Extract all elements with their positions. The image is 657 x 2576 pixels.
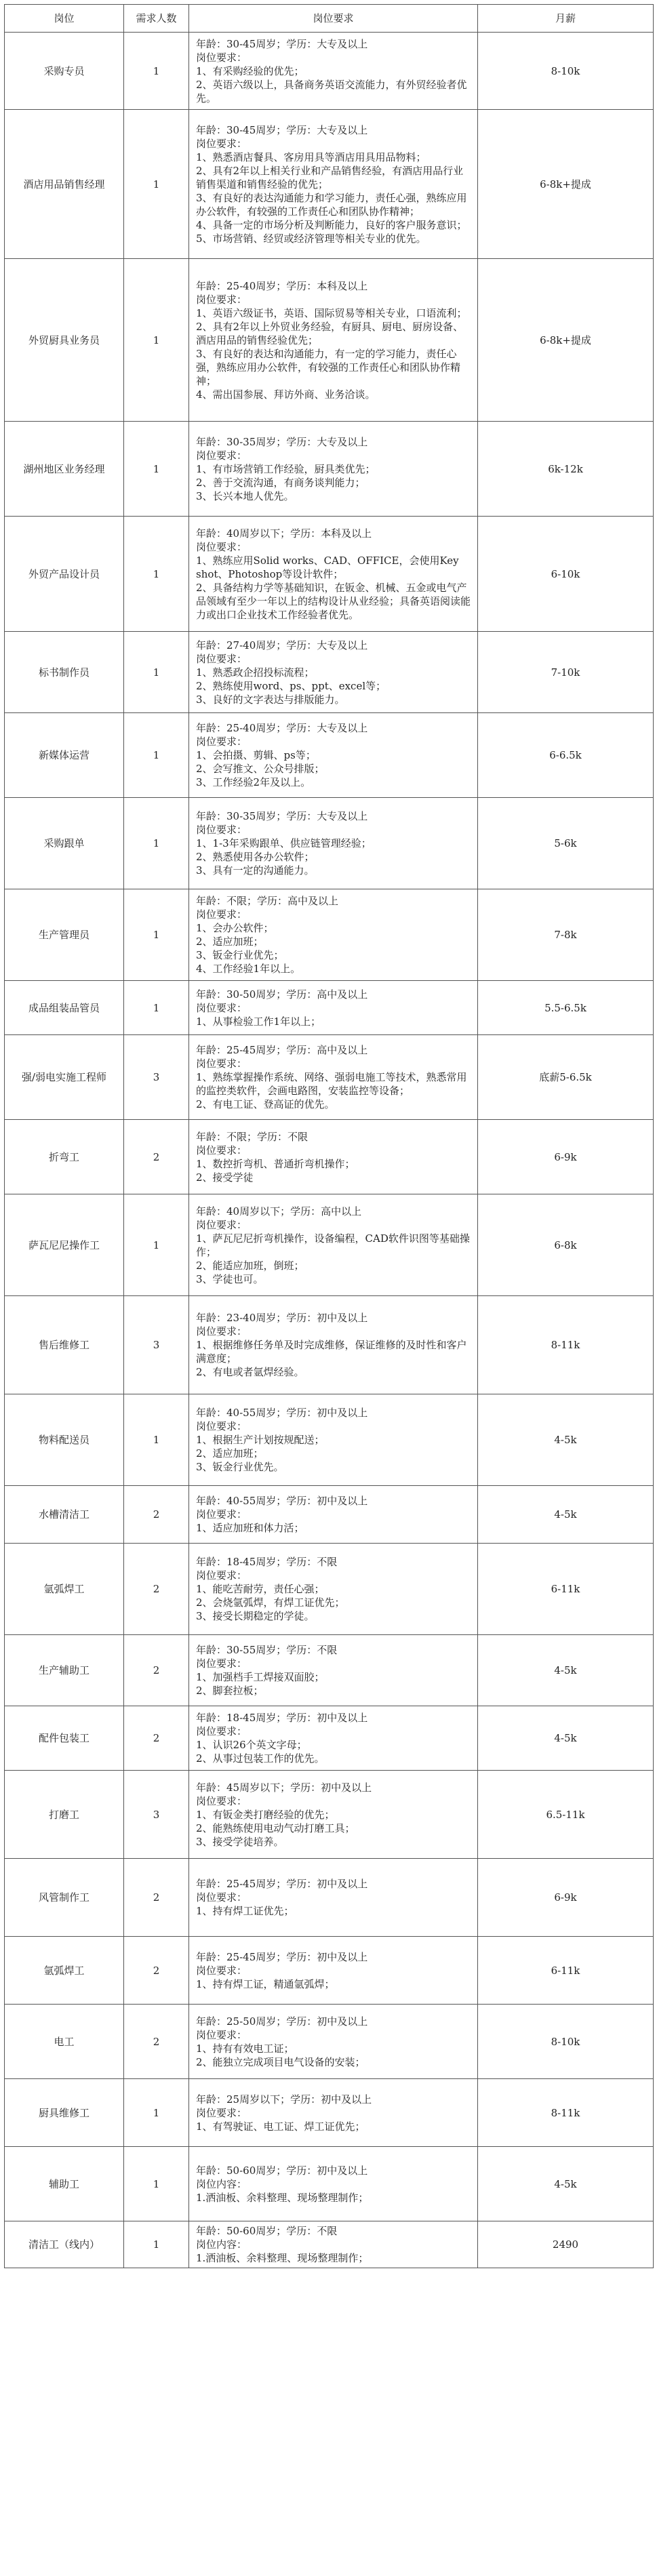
salary-cell: 6-10k [478, 517, 654, 632]
requirement-line: 年龄：25周岁以下；学历：初中及以上 [196, 2093, 372, 2106]
requirement-line: 岗位要求： [196, 1508, 247, 1521]
position-cell: 水槽清洁工 [5, 1486, 124, 1544]
table-row [5, 1544, 654, 1635]
requirement-line: 2、具有2年以上相关行业和产品销售经验，有酒店用品行业销售渠道和销售经验的优先； [196, 164, 464, 190]
requirement-line: 年龄：23-40周岁；学历：初中及以上 [196, 1312, 368, 1324]
requirement-line: 3、钣金行业优先； [196, 949, 284, 961]
headcount-cell: 1 [124, 981, 189, 1035]
headcount-cell: 1 [124, 1394, 189, 1486]
requirement-line: 1.洒油板、余料整理、现场整理制作； [196, 2252, 369, 2264]
requirements-cell [189, 33, 478, 110]
position-cell: 氩弧焊工 [5, 1544, 124, 1635]
headcount-cell: 1 [124, 422, 189, 517]
requirement-line: 3、具有一定的沟通能力。 [196, 864, 315, 877]
requirement-line: 岗位要求： [196, 51, 247, 64]
job-table [4, 4, 654, 2268]
position-cell: 物料配送员 [5, 1394, 124, 1486]
requirement-line: 2、从事过包装工作的优先。 [196, 1752, 325, 1765]
position-cell: 强/弱电实施工程师 [5, 1035, 124, 1120]
position-cell: 生产辅助工 [5, 1635, 124, 1706]
requirement-line: 岗位要求： [196, 1891, 247, 1904]
requirements-cell [189, 2005, 478, 2079]
headcount-cell: 3 [124, 1035, 189, 1120]
position-cell: 辅助工 [5, 2147, 124, 2221]
header-count: 需求人数 [124, 5, 189, 33]
requirement-line: 岗位要求： [196, 1569, 247, 1582]
headcount-cell: 1 [124, 33, 189, 110]
table-row [5, 1296, 654, 1394]
headcount-cell: 3 [124, 1296, 189, 1394]
requirement-line: 3、有良好的表达和沟通能力，有一定的学习能力，责任心强，熟练应用办公软件，有较强的工作责任心和团队协作精神； [196, 347, 461, 387]
requirement-line: 2、具备结构力学等基础知识，在钣金、机械、五金或电气产品领域有至少一年以上的结构设计从业经验；具备英语阅读能力或出口企业技术工作经验者优先。 [196, 581, 471, 621]
headcount-cell: 2 [124, 1486, 189, 1544]
requirement-line: 年龄：30-45周岁；学历：大专及以上 [196, 37, 368, 50]
headcount-cell: 1 [124, 2079, 189, 2147]
table-row [5, 33, 654, 110]
requirement-line: 年龄：25-40周岁；学历：本科及以上 [196, 279, 368, 292]
requirement-line: 1、从事检验工作1年以上； [196, 1015, 321, 1028]
table-row [5, 713, 654, 798]
requirement-line: 岗位要求： [196, 1325, 247, 1337]
salary-cell: 6-6.5k [478, 713, 654, 798]
salary-cell: 4-5k [478, 1706, 654, 1771]
position-cell: 湖州地区业务经理 [5, 422, 124, 517]
salary-cell: 6-11k [478, 1544, 654, 1635]
headcount-cell: 2 [124, 1937, 189, 2005]
requirement-line: 岗位要求： [196, 908, 247, 921]
requirements-cell [189, 632, 478, 713]
position-cell: 成品组装品管员 [5, 981, 124, 1035]
requirement-line: 年龄：25-50周岁；学历：初中及以上 [196, 2015, 368, 2028]
requirement-line: 岗位要求： [196, 1218, 247, 1231]
requirement-line: 岗位要求： [196, 1420, 247, 1432]
position-cell: 新媒体运营 [5, 713, 124, 798]
salary-cell: 5.5-6.5k [478, 981, 654, 1035]
requirement-line: 1、认识26个英文字母； [196, 1739, 307, 1751]
position-cell: 外贸产品设计员 [5, 517, 124, 632]
requirement-line: 2、熟悉使用各办公软件； [196, 851, 315, 863]
requirements-cell [189, 798, 478, 889]
position-cell: 采购跟单 [5, 798, 124, 889]
headcount-cell: 1 [124, 2221, 189, 2268]
requirement-line: 2、会烧氩弧焊，有焊工证优先； [196, 1596, 345, 1609]
headcount-cell: 3 [124, 1771, 189, 1859]
salary-cell: 2490 [478, 2221, 654, 2268]
position-cell: 风管制作工 [5, 1859, 124, 1937]
salary-cell: 4-5k [478, 1394, 654, 1486]
requirement-line: 年龄：25-45周岁；学历：初中及以上 [196, 1878, 368, 1890]
requirements-cell [189, 1706, 478, 1771]
requirements-cell [189, 517, 478, 632]
headcount-cell: 2 [124, 1706, 189, 1771]
requirement-line: 岗位要求： [196, 1657, 247, 1670]
table-row [5, 1706, 654, 1771]
salary-cell: 8-11k [478, 1296, 654, 1394]
requirement-line: 2、会写推文、公众号排版； [196, 763, 325, 775]
position-cell: 厨具维修工 [5, 2079, 124, 2147]
requirements-cell [189, 1486, 478, 1544]
requirements-cell [189, 1544, 478, 1635]
requirement-line: 5、市场营销、经贸或经济管理等相关专业的优先。 [196, 232, 426, 245]
requirement-line: 3、接受学徒培养。 [196, 1835, 284, 1848]
position-cell: 生产管理员 [5, 889, 124, 981]
salary-cell: 6-8k+提成 [478, 259, 654, 422]
requirement-line: 1、数控折弯机、普通折弯机操作； [196, 1157, 355, 1170]
headcount-cell: 1 [124, 2147, 189, 2221]
requirements-cell [189, 2221, 478, 2268]
requirement-line: 年龄：50-60周岁；学历：不限 [196, 2225, 338, 2237]
requirement-line: 1、持有焊工证，精通氩弧焊； [196, 1977, 335, 1990]
headcount-cell: 2 [124, 1859, 189, 1937]
requirement-line: 年龄：不限；学历：不限 [196, 1130, 308, 1143]
requirement-line: 1、持有焊工证优先； [196, 1905, 294, 1917]
salary-cell: 6-9k [478, 1859, 654, 1937]
table-row [5, 1194, 654, 1296]
position-cell: 酒店用品销售经理 [5, 110, 124, 259]
salary-cell: 6-9k [478, 1120, 654, 1194]
requirement-line: 4、具备一定的市场分析及判断能力，良好的客户服务意识； [196, 218, 467, 231]
requirements-cell [189, 889, 478, 981]
headcount-cell: 1 [124, 798, 189, 889]
salary-cell: 8-11k [478, 2079, 654, 2147]
requirement-line: 1、有驾驶证、电工证、焊工证优先； [196, 2120, 365, 2133]
salary-cell: 6-8k [478, 1194, 654, 1296]
table-row [5, 2079, 654, 2147]
headcount-cell: 1 [124, 889, 189, 981]
headcount-cell: 2 [124, 1544, 189, 1635]
requirements-cell [189, 422, 478, 517]
requirement-line: 3、长兴本地人优先。 [196, 489, 294, 502]
requirement-line: 2、适应加班； [196, 1447, 264, 1460]
requirement-line: 1、会办公软件； [196, 922, 274, 934]
salary-cell: 4-5k [478, 1635, 654, 1706]
requirement-line: 年龄：27-40周岁；学历：大专及以上 [196, 639, 368, 651]
requirement-line: 2、能独立完成项目电气设备的安装； [196, 2055, 365, 2068]
position-cell: 售后维修工 [5, 1296, 124, 1394]
requirement-line: 1、熟悉酒店餐具、客房用具等酒店用具用品物料； [196, 150, 426, 163]
salary-cell: 8-10k [478, 2005, 654, 2079]
requirement-line: 岗位要求： [196, 2028, 247, 2041]
requirement-line: 1、熟练应用Solid works、CAD、OFFICE，会使用Key shot、Photoshop等设计软件； [196, 554, 459, 580]
requirement-line: 年龄：25-45周岁；学历：初中及以上 [196, 1950, 368, 1963]
table-row [5, 1394, 654, 1486]
position-cell: 打磨工 [5, 1771, 124, 1859]
requirement-line: 年龄：不限；学历：高中及以上 [196, 895, 339, 907]
salary-cell: 7-10k [478, 632, 654, 713]
requirement-line: 2、能适应加班，倒班； [196, 1259, 304, 1272]
requirement-line: 岗位要求： [196, 1725, 247, 1737]
table-row [5, 2005, 654, 2079]
requirement-line: 3、良好的文字表达与排版能力。 [196, 693, 345, 706]
table-row [5, 632, 654, 713]
requirement-line: 年龄：18-45周岁；学历：不限 [196, 1556, 338, 1568]
requirement-line: 2、善于交流沟通，有商务谈判能力； [196, 476, 365, 489]
requirement-line: 1、1-3年采购跟单、供应链管理经验； [196, 837, 372, 849]
requirement-line: 1、有采购经验的优先； [196, 64, 304, 77]
requirement-line: 2、能熟练使用电动气动打磨工具； [196, 1822, 355, 1834]
requirement-line: 年龄：18-45周岁；学历：初中及以上 [196, 1712, 368, 1724]
salary-cell: 7-8k [478, 889, 654, 981]
requirement-line: 年龄：30-45周岁；学历：大专及以上 [196, 123, 368, 136]
position-cell: 折弯工 [5, 1120, 124, 1194]
requirement-line: 2、有电工证、登高证的优先。 [196, 1098, 335, 1110]
requirements-cell [189, 259, 478, 422]
requirement-line: 1、根据维修任务单及时完成维修，保证维修的及时性和客户满意度； [196, 1339, 467, 1365]
table-row [5, 1635, 654, 1706]
requirement-line: 岗位内容： [196, 2238, 247, 2251]
requirement-line: 岗位要求： [196, 1144, 247, 1156]
requirement-line: 3、工作经验2年及以上。 [196, 776, 311, 788]
requirements-cell [189, 1771, 478, 1859]
position-cell: 清洁工（线内） [5, 2221, 124, 2268]
headcount-cell: 1 [124, 713, 189, 798]
table-row [5, 1937, 654, 2005]
position-cell: 萨瓦尼尼操作工 [5, 1194, 124, 1296]
requirements-cell [189, 1635, 478, 1706]
requirement-line: 年龄：40周岁以下；学历：本科及以上 [196, 527, 372, 540]
table-row [5, 1771, 654, 1859]
requirement-line: 1.洒油板、余料整理、现场整理制作； [196, 2191, 369, 2204]
header-requirements: 岗位要求 [189, 5, 478, 33]
table-row [5, 2147, 654, 2221]
requirement-line: 年龄：25-45周岁；学历：高中及以上 [196, 1044, 368, 1056]
requirement-line: 年龄：45周岁以下；学历：初中及以上 [196, 1781, 372, 1794]
requirement-line: 岗位要求： [196, 137, 247, 150]
requirement-line: 1、熟练掌握操作系统、网络、强弱电施工等技术，熟悉常用的监控类软件，会画电路图，安装监控等设备； [196, 1071, 467, 1097]
requirement-line: 3、学徒也可。 [196, 1272, 264, 1285]
requirements-cell [189, 1120, 478, 1194]
requirements-cell [189, 1394, 478, 1486]
requirement-line: 1、会拍摄、剪辑、ps等； [196, 749, 316, 761]
header-salary: 月薪 [478, 5, 654, 33]
requirement-line: 2、接受学徒 [196, 1171, 254, 1184]
position-cell: 外贸厨具业务员 [5, 259, 124, 422]
headcount-cell: 1 [124, 1194, 189, 1296]
salary-cell: 6-8k+提成 [478, 110, 654, 259]
requirement-line: 1、熟悉政企招投标流程； [196, 666, 315, 679]
requirements-cell [189, 2147, 478, 2221]
requirement-line: 2、英语六级以上，具备商务英语交流能力，有外贸经验者优先。 [196, 78, 467, 104]
table-row [5, 259, 654, 422]
requirements-cell [189, 1035, 478, 1120]
requirement-line: 岗位要求： [196, 449, 247, 462]
requirement-line: 1、根据生产计划按规配送； [196, 1434, 325, 1446]
header-position: 岗位 [5, 5, 124, 33]
salary-cell: 6k-12k [478, 422, 654, 517]
requirement-line: 4、工作经验1年以上。 [196, 963, 301, 975]
position-cell: 标书制作员 [5, 632, 124, 713]
headcount-cell: 2 [124, 1635, 189, 1706]
requirement-line: 年龄：40-55周岁；学历：初中及以上 [196, 1495, 368, 1507]
salary-cell: 8-10k [478, 33, 654, 110]
headcount-cell: 1 [124, 517, 189, 632]
salary-cell: 4-5k [478, 1486, 654, 1544]
position-cell: 电工 [5, 2005, 124, 2079]
table-row [5, 1120, 654, 1194]
requirement-line: 岗位要求： [196, 652, 247, 665]
requirement-line: 2、有电或者氩焊经验。 [196, 1366, 304, 1378]
requirement-line: 1、持有有效电工证； [196, 2042, 294, 2055]
requirement-line: 岗位要求： [196, 540, 247, 553]
headcount-cell: 1 [124, 259, 189, 422]
requirement-line: 1、萨瓦尼尼折弯机操作，设备编程，CAD软件识图等基础操作； [196, 1232, 470, 1258]
position-cell: 氩弧焊工 [5, 1937, 124, 2005]
table-row [5, 1486, 654, 1544]
requirements-cell [189, 981, 478, 1035]
requirement-line: 岗位内容： [196, 2177, 247, 2190]
requirement-line: 年龄：30-35周岁；学历：大专及以上 [196, 435, 368, 448]
requirement-line: 岗位要求： [196, 1058, 247, 1070]
requirement-line: 2、熟练使用word、ps、ppt、excel等； [196, 679, 386, 692]
requirements-cell [189, 1937, 478, 2005]
requirement-line: 岗位要求： [196, 1001, 247, 1014]
salary-cell: 4-5k [478, 2147, 654, 2221]
requirement-line: 年龄：30-50周岁；学历：高中及以上 [196, 988, 368, 1001]
requirement-line: 4、需出国参展、拜访外商、业务洽谈。 [196, 388, 376, 401]
requirement-line: 年龄：40周岁以下；学历：高中以上 [196, 1205, 362, 1217]
requirement-line: 年龄：30-55周岁；学历：不限 [196, 1644, 338, 1656]
headcount-cell: 2 [124, 1120, 189, 1194]
requirement-line: 年龄：50-60周岁；学历：初中及以上 [196, 2164, 368, 2177]
table-row [5, 422, 654, 517]
headcount-cell: 1 [124, 632, 189, 713]
position-cell: 采购专员 [5, 33, 124, 110]
salary-cell: 底薪5-6.5k [478, 1035, 654, 1120]
table-row [5, 110, 654, 259]
table-row [5, 798, 654, 889]
table-row [5, 517, 654, 632]
salary-cell: 5-6k [478, 798, 654, 889]
requirement-line: 2、脚套拉板； [196, 1685, 264, 1697]
salary-cell: 6.5-11k [478, 1771, 654, 1859]
requirement-line: 岗位要求： [196, 1964, 247, 1977]
requirement-line: 2、具有2年以上外贸业务经验，有厨具、厨电、厨房设备、酒店用品的销售经验优先； [196, 320, 464, 346]
requirement-line: 岗位要求： [196, 824, 247, 836]
requirements-cell [189, 713, 478, 798]
requirement-line: 1、英语六级证书，英语、国际贸易等相关专业，口语流利； [196, 306, 467, 319]
requirement-line: 年龄：40-55周岁；学历：初中及以上 [196, 1407, 368, 1419]
requirements-cell [189, 1296, 478, 1394]
requirements-cell [189, 2079, 478, 2147]
requirements-cell [189, 1194, 478, 1296]
salary-cell: 6-11k [478, 1937, 654, 2005]
requirement-line: 3、钣金行业优先。 [196, 1461, 284, 1473]
headcount-cell: 1 [124, 110, 189, 259]
requirement-line: 岗位要求： [196, 2106, 247, 2119]
requirement-line: 1、适应加班和体力活； [196, 1522, 304, 1534]
requirement-line: 岗位要求： [196, 293, 247, 306]
requirement-line: 1、能吃苦耐劳，责任心强； [196, 1583, 325, 1595]
table-row [5, 2221, 654, 2268]
headcount-cell: 2 [124, 2005, 189, 2079]
requirements-cell [189, 1859, 478, 1937]
requirements-cell [189, 110, 478, 259]
requirement-line: 1、加强档手工焊接双面胶； [196, 1671, 325, 1683]
table-header-row [5, 5, 654, 33]
table-row [5, 981, 654, 1035]
requirement-line: 岗位要求： [196, 1794, 247, 1807]
requirement-line: 2、适应加班； [196, 935, 264, 948]
requirement-line: 年龄：25-40周岁；学历：大专及以上 [196, 722, 368, 734]
requirement-line: 岗位要求： [196, 736, 247, 748]
requirement-line: 3、接受长期稳定的学徒。 [196, 1610, 315, 1622]
requirement-line: 1、有市场营销工作经验，厨具类优先； [196, 462, 376, 475]
table-row [5, 889, 654, 981]
requirement-line: 1、有钣金类打磨经验的优先； [196, 1808, 335, 1821]
position-cell: 配件包装工 [5, 1706, 124, 1771]
requirement-line: 3、有良好的表达沟通能力和学习能力，责任心强，熟练应用办公软件，有较强的工作责任心和团队协作精神； [196, 191, 467, 218]
table-row [5, 1859, 654, 1937]
table-row [5, 1035, 654, 1120]
requirement-line: 年龄：30-35周岁；学历：大专及以上 [196, 810, 368, 822]
